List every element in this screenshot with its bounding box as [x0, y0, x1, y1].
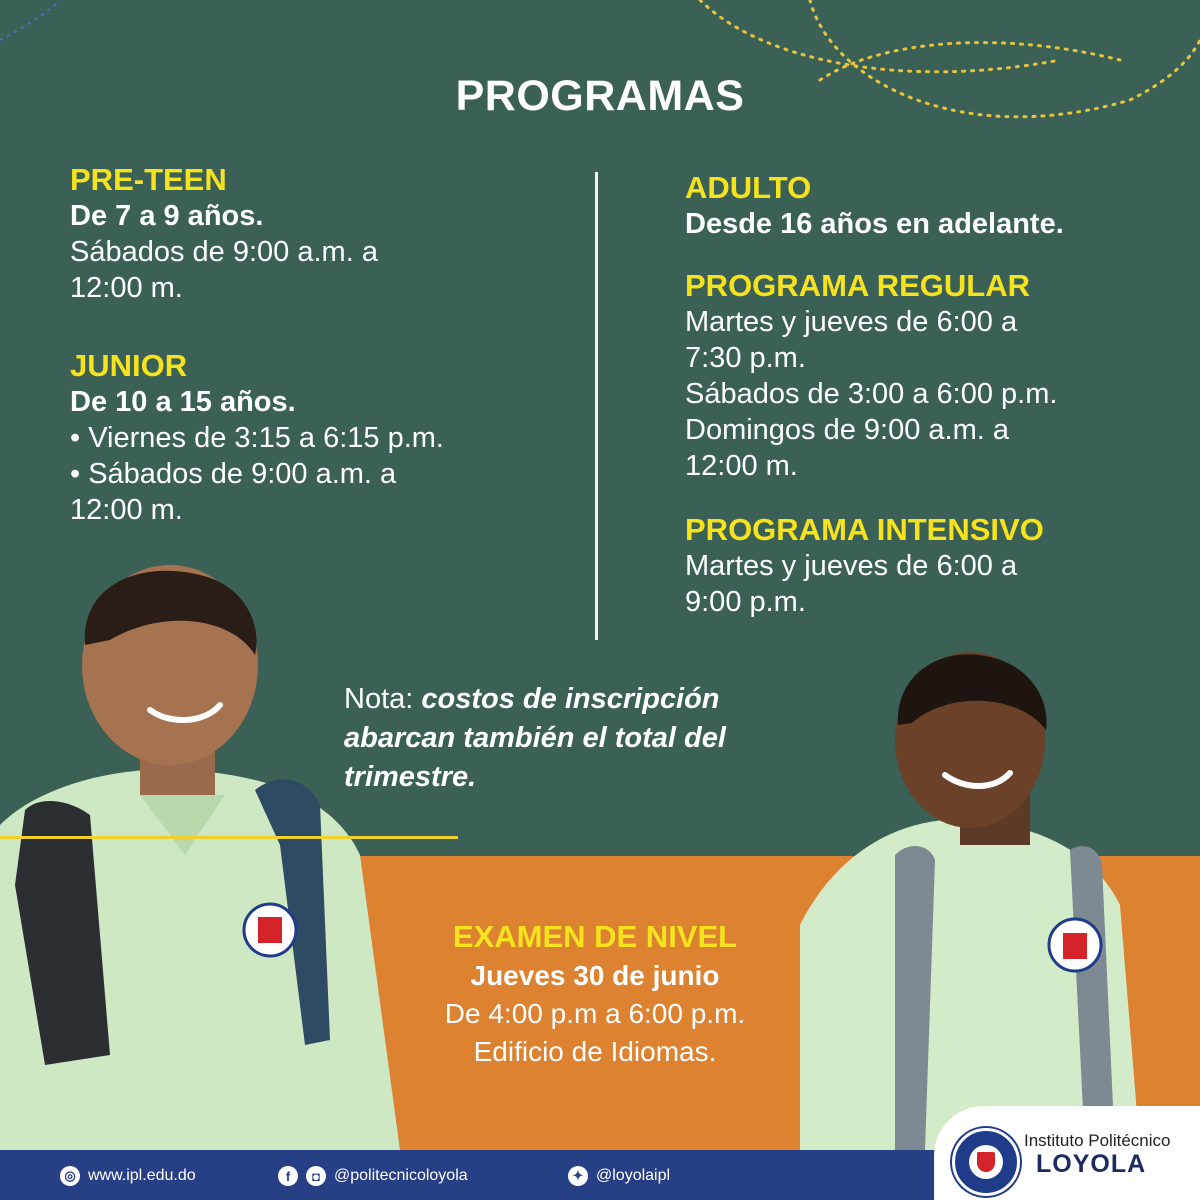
regular-line-1: Martes y jueves de 6:00 a — [685, 306, 1018, 338]
adulto-age: Desde 16 años en adelante. — [685, 208, 1064, 240]
footer-twitter[interactable] — [568, 1166, 670, 1186]
preteen-schedule-2: 12:00 m. — [70, 272, 183, 304]
left-column — [70, 162, 570, 528]
regular-line-5: 12:00 m. — [685, 450, 798, 482]
preteen-heading: PRE-TEEN — [70, 162, 227, 197]
exam-date: Jueves 30 de junio — [470, 960, 720, 991]
student-photo-left — [0, 555, 420, 1150]
junior-item-1: • Viernes de 3:15 a 6:15 p.m. — [70, 422, 444, 454]
note-text: costos de inscripción abarcan también el total del trimestre. — [344, 683, 726, 793]
intensivo-line-2: 9:00 p.m. — [685, 586, 806, 618]
twitter-icon: ✦ — [568, 1166, 588, 1186]
column-divider — [595, 172, 598, 640]
footer-web-label: www.ipl.edu.do — [88, 1167, 196, 1184]
logo-line-1: Instituto Politécnico — [1024, 1131, 1171, 1150]
preteen-age: De 7 a 9 años. — [70, 200, 264, 232]
page-title: PROGRAMAS — [455, 72, 745, 120]
junior-age: De 10 a 15 años. — [70, 386, 296, 418]
logo-line-2: LOYOLA — [1036, 1150, 1147, 1178]
intensivo-line-1: Martes y jueves de 6:00 a — [685, 550, 1018, 582]
preteen-schedule-1: Sábados de 9:00 a.m. a — [70, 236, 378, 268]
student-photo-right — [800, 645, 1140, 1150]
note-label: Nota: — [344, 683, 414, 715]
instagram-icon: ◘ — [306, 1166, 326, 1186]
junior-item-2b: 12:00 m. — [70, 494, 183, 526]
facebook-icon: f — [278, 1166, 298, 1186]
exam-time: De 4:00 p.m a 6:00 p.m. — [444, 998, 746, 1029]
regular-line-4: Domingos de 9:00 a.m. a — [685, 414, 1010, 446]
right-column — [685, 170, 1185, 620]
exam-block — [380, 917, 810, 1071]
exam-place: Edificio de Idiomas. — [473, 1036, 717, 1067]
adulto-heading: ADULTO — [685, 170, 812, 205]
junior-heading: JUNIOR — [70, 348, 188, 383]
footer-twitter-label: @loyolaipl — [596, 1167, 671, 1184]
footer-social[interactable] — [278, 1166, 468, 1186]
regular-heading: PROGRAMA REGULAR — [685, 268, 1031, 303]
junior-item-2: • Sábados de 9:00 a.m. a — [70, 458, 397, 490]
loyola-seal-icon — [952, 1128, 1020, 1196]
intensivo-heading: PROGRAMA INTENSIVO — [685, 512, 1044, 547]
globe-icon: ◎ — [60, 1166, 80, 1186]
note — [344, 680, 824, 797]
regular-line-2: 7:30 p.m. — [685, 342, 806, 374]
footer-social-label: @politecnicoloyola — [334, 1167, 468, 1184]
exam-heading: EXAMEN DE NIVEL — [452, 919, 738, 954]
regular-line-3: Sábados de 3:00 a 6:00 p.m. — [685, 378, 1058, 410]
note-underline — [0, 836, 458, 839]
footer-web[interactable] — [60, 1166, 196, 1186]
